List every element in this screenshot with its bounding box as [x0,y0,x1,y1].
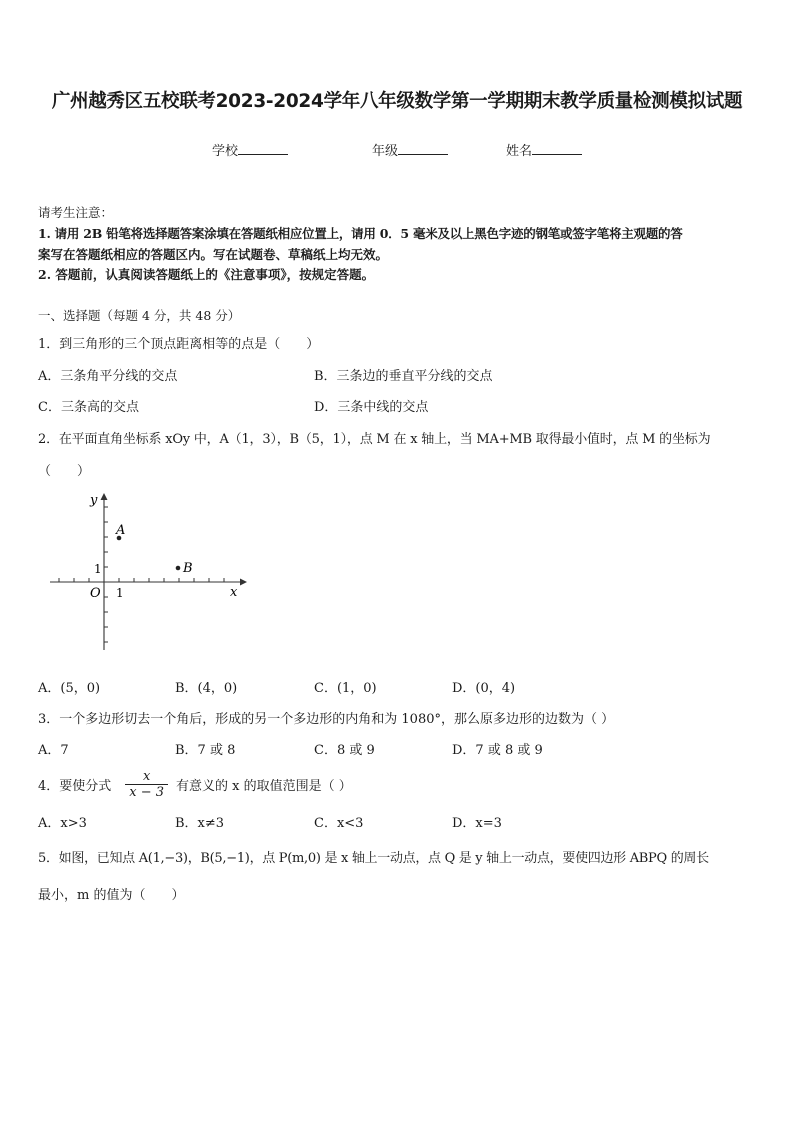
q4-suffix: 有意义的 x 的取值范围是（ ） [176,778,352,794]
q3-option-b: B．7 或 8 [175,743,236,758]
q1-option-a: A．三条角平分线的交点 [38,369,178,384]
notice-heading: 请考生注意： [38,205,114,220]
q2-stem: 2．在平面直角坐标系 xOy 中，A（1，3），B（5，1），点 M 在 x 轴上，当 MA+MB 取得最小值时，点 M 的坐标为 [38,432,711,447]
q4-prefix: 4．要使分式 [38,778,112,794]
q3-option-a: A．7 [38,743,69,758]
q5-stem-line-1: 5．如图，已知点 A(1,−3)，B(5,−1)，点 P(m,0) 是 x 轴上一动点，点 Q 是 y 轴上一动点，要使四边形 ABPQ 的周长 [38,851,709,866]
q4-option-c: C．x<3 [314,816,364,831]
q2-paren: （ ） [38,464,91,479]
q4-option-d: D．x=3 [452,816,502,831]
q2-option-b: B．(4，0) [175,681,238,696]
q3-option-d: D．7 或 8 或 9 [452,743,543,758]
name-label: 姓名 [506,144,533,159]
y-ticks [104,507,108,642]
notice-item-2: 2. 答题前，认真阅读答题纸上的《注意事项》，按规定答题。 [38,267,375,282]
name-blank [532,142,582,155]
x-one-label: 1 [116,586,124,600]
q4-fraction [125,769,168,800]
school-label: 学校 [212,144,239,159]
grade-label: 年级 [372,144,399,159]
q2-option-c: C．(1，0) [314,681,377,696]
q1-stem: 1．到三角形的三个顶点距离相等的点是（ ） [38,337,320,352]
q2-option-d: D．(0，4) [452,681,516,696]
q4-option-a: A．x>3 [38,816,87,831]
grade-blank [398,142,448,155]
q1-option-d: D．三条中线的交点 [314,400,429,415]
school-field [212,140,288,159]
q3-option-c: C．8 或 9 [314,743,375,758]
q4-fraction-numerator: x [142,768,151,784]
q5-stem-line-2: 最小，m 的值为（ ） [38,888,185,903]
q4-option-b: B．x≠3 [175,816,225,831]
origin-label: O [90,586,101,601]
x-axis-arrow [240,579,247,586]
name-field [506,140,582,159]
y-axis-arrow [101,493,108,500]
school-blank [238,142,288,155]
grade-field [372,140,448,159]
point-a-label: A [116,523,126,538]
page-title: 广州越秀区五校联考2023-2024学年八年级数学第一学期期末教学质量检测模拟试题 [51,91,743,112]
coordinate-figure [44,488,254,658]
q4-fraction-denominator: x − 3 [125,784,168,800]
q3-stem: 3．一个多边形切去一个角后，形成的另一个多边形的内角和为 1080°，那么原多边形的边数为（ ） [38,712,615,727]
y-one-label: 1 [94,562,102,576]
point-b [176,566,181,571]
q4-stem [38,764,352,804]
section-heading: 一、选择题（每题 4 分，共 48 分） [38,308,241,323]
x-ticks [59,578,224,582]
x-label: x [230,585,238,600]
notice-item-1-line-2: 案写在答题纸相应的答题区内。写在试题卷、草稿纸上均无效。 [38,247,389,262]
y-label: y [90,493,98,508]
q1-option-b: B．三条边的垂直平分线的交点 [314,369,493,384]
point-b-label: B [183,561,193,576]
q1-option-c: C．三条高的交点 [38,400,139,415]
q2-option-a: A．(5，0) [38,681,101,696]
notice-item-1-line-1: 1. 请用 2B 铅笔将选择题答案涂填在答题纸相应位置上，请用 0．5 毫米及以上黑色字迹的钢笔或签字笔将主观题的答 [38,226,683,241]
